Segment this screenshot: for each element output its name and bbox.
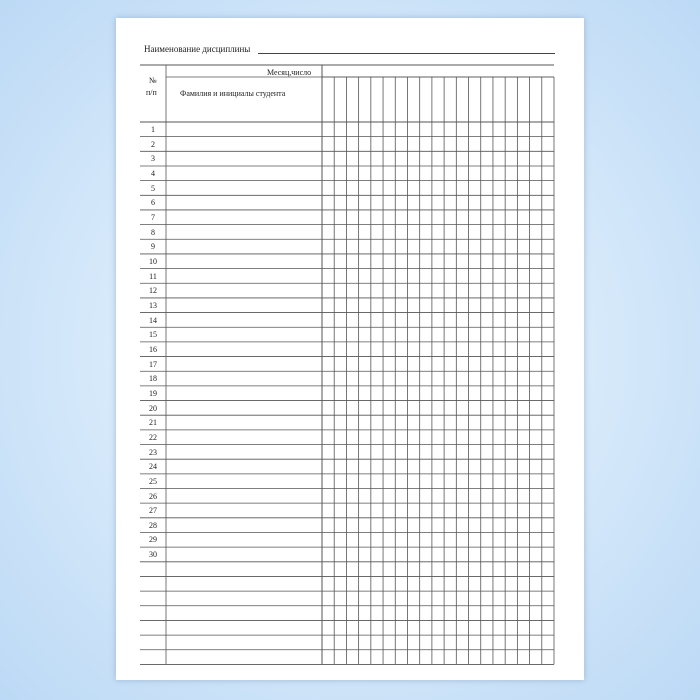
row-number: 4 (151, 168, 155, 178)
number-header-symbol: № (149, 76, 157, 85)
row-number: 28 (149, 520, 157, 530)
row-number: 8 (151, 227, 155, 237)
student-name-header: Фамилия и инициалы студента (180, 89, 286, 98)
attendance-grid (116, 18, 584, 680)
row-number: 27 (149, 506, 157, 516)
row-number: 5 (151, 183, 155, 193)
month-day-header: Месяц,число (267, 68, 312, 77)
number-header-abbrev: п/п (146, 88, 157, 97)
row-number: 15 (149, 330, 157, 340)
row-number: 29 (149, 535, 157, 545)
row-number: 1 (151, 125, 155, 134)
row-number: 17 (149, 359, 157, 369)
row-number: 22 (149, 432, 157, 442)
row-number: 14 (149, 315, 157, 325)
row-number: 6 (151, 198, 155, 208)
row-number: 21 (149, 418, 157, 428)
row-number: 7 (151, 212, 155, 222)
row-number: 9 (151, 242, 155, 252)
row-number: 30 (149, 550, 157, 560)
row-number: 26 (149, 491, 157, 501)
journal-sheet (116, 18, 584, 680)
row-number: 2 (151, 139, 155, 149)
discipline-label: Наименование дисциплины (144, 44, 251, 54)
row-number: 10 (149, 256, 157, 266)
row-number: 12 (149, 286, 157, 296)
row-number: 18 (149, 374, 157, 384)
row-number: 25 (149, 476, 157, 486)
row-number: 19 (149, 388, 157, 398)
row-number: 20 (149, 403, 157, 413)
row-number: 13 (149, 300, 157, 310)
row-number: 3 (151, 154, 155, 164)
row-number: 16 (149, 344, 157, 354)
row-number: 11 (149, 271, 157, 281)
row-number: 23 (149, 447, 157, 457)
row-number: 24 (149, 462, 157, 472)
